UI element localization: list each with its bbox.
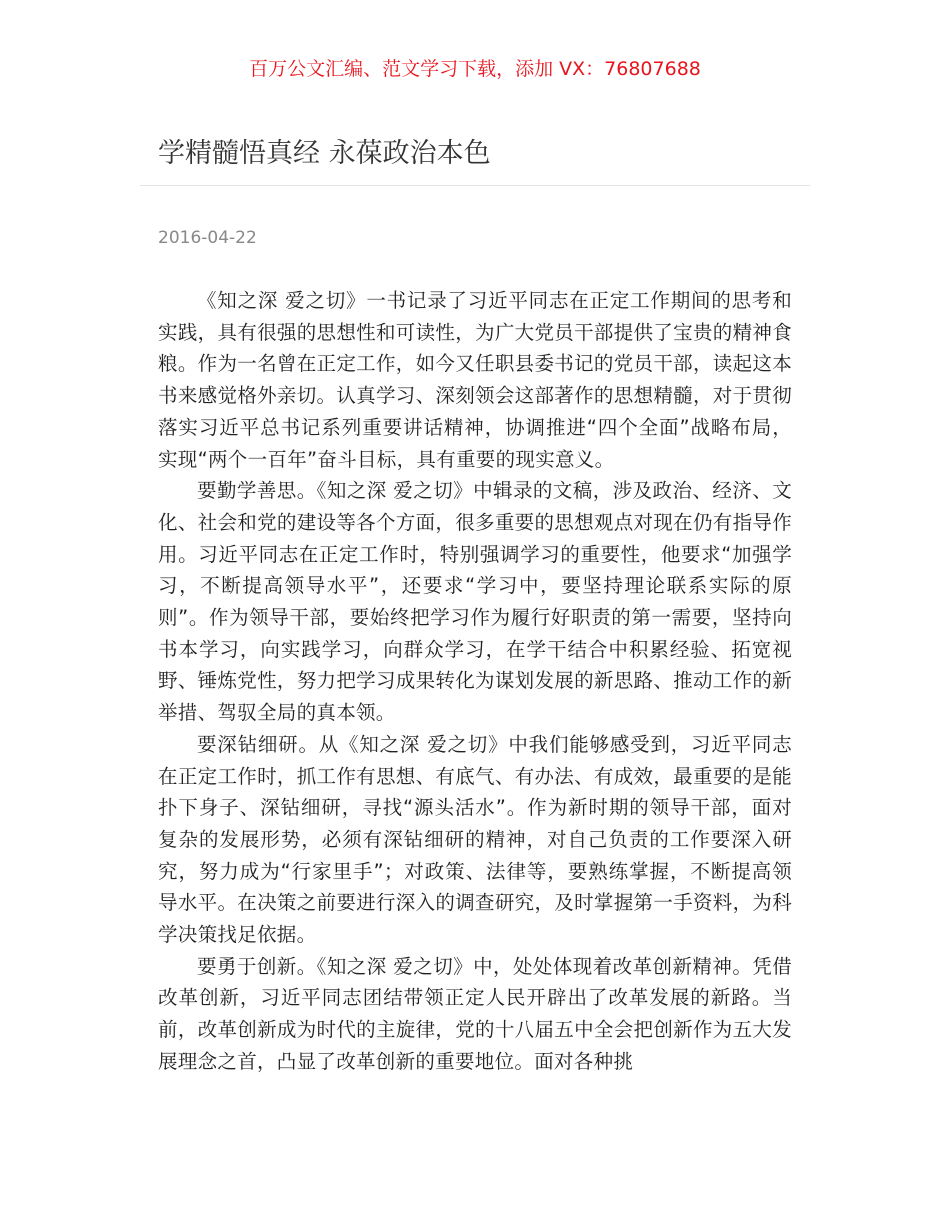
article-title: 学精髓悟真经 永葆政治本色 — [158, 138, 491, 169]
publish-date: 2016-04-22 — [158, 228, 257, 248]
title-divider — [140, 185, 810, 186]
paragraph: 要勇于创新。《知之深 爱之切》中，处处体现着改革创新精神。凭借改革创新，习近平同志团结带领正定人民开辟出了改革发展的新路。当前，改革创新成为时代的主旋律，党的十八届五中全会把创新作为五大发展理念之首，凸显了改革创新的重要地位。面对各种挑 — [158, 954, 792, 1073]
paragraph: 《知之深 爱之切》一书记录了习近平同志在正定工作期间的思考和实践，具有很强的思想性和可读性，为广大党员干部提供了宝贵的精神食粮。作为一名曾在正定工作，如今又任职县委书记的党员干部，读起这本书来感觉格外亲切。认真学习、深刻领会这部著作的思想精髓，对于贯彻落实习近平总书记系列重要讲话精神，协调推进“四个全面”战略布局，实现“两个一百年”奋斗目标，具有重要的现实意义。 — [158, 289, 792, 471]
promo-banner: 百万公文汇编、范文学习下载，添加 VX：76807688 — [249, 58, 701, 80]
paragraph: 要深钻细研。从《知之深 爱之切》中我们能够感受到，习近平同志在正定工作时，抓工作有思想、有底气、有办法、有成效，最重要的是能扑下身子、深钻细研，寻找“源头活水”。作为新时期的领导干部，面对复杂的发展形势，必须有深钻细研的精神，对自己负责的工作要深入研究，努力成为“行家里手”；对政策、法律等，要熟练掌握，不断提高领导水平。在决策之前要进行深入的调查研究，及时掌握第一手资料，为科学决策找足依据。 — [158, 732, 792, 947]
article-body — [158, 285, 792, 1078]
paragraph: 要勤学善思。《知之深 爱之切》中辑录的文稿，涉及政治、经济、文化、社会和党的建设等各个方面，很多重要的思想观点对现在仍有指导作用。习近平同志在正定工作时，特别强调学习的重要性，他要求“加强学习，不断提高领导水平”，还要求“学习中，要坚持理论联系实际的原则”。作为领导干部，要始终把学习作为履行好职责的第一需要，坚持向书本学习，向实践学习，向群众学习，在学干结合中积累经验、拓宽视野、锤炼党性，努力把学习成果转化为谋划发展的新思路、推动工作的新举措、驾驭全局的真本领。 — [158, 479, 792, 725]
